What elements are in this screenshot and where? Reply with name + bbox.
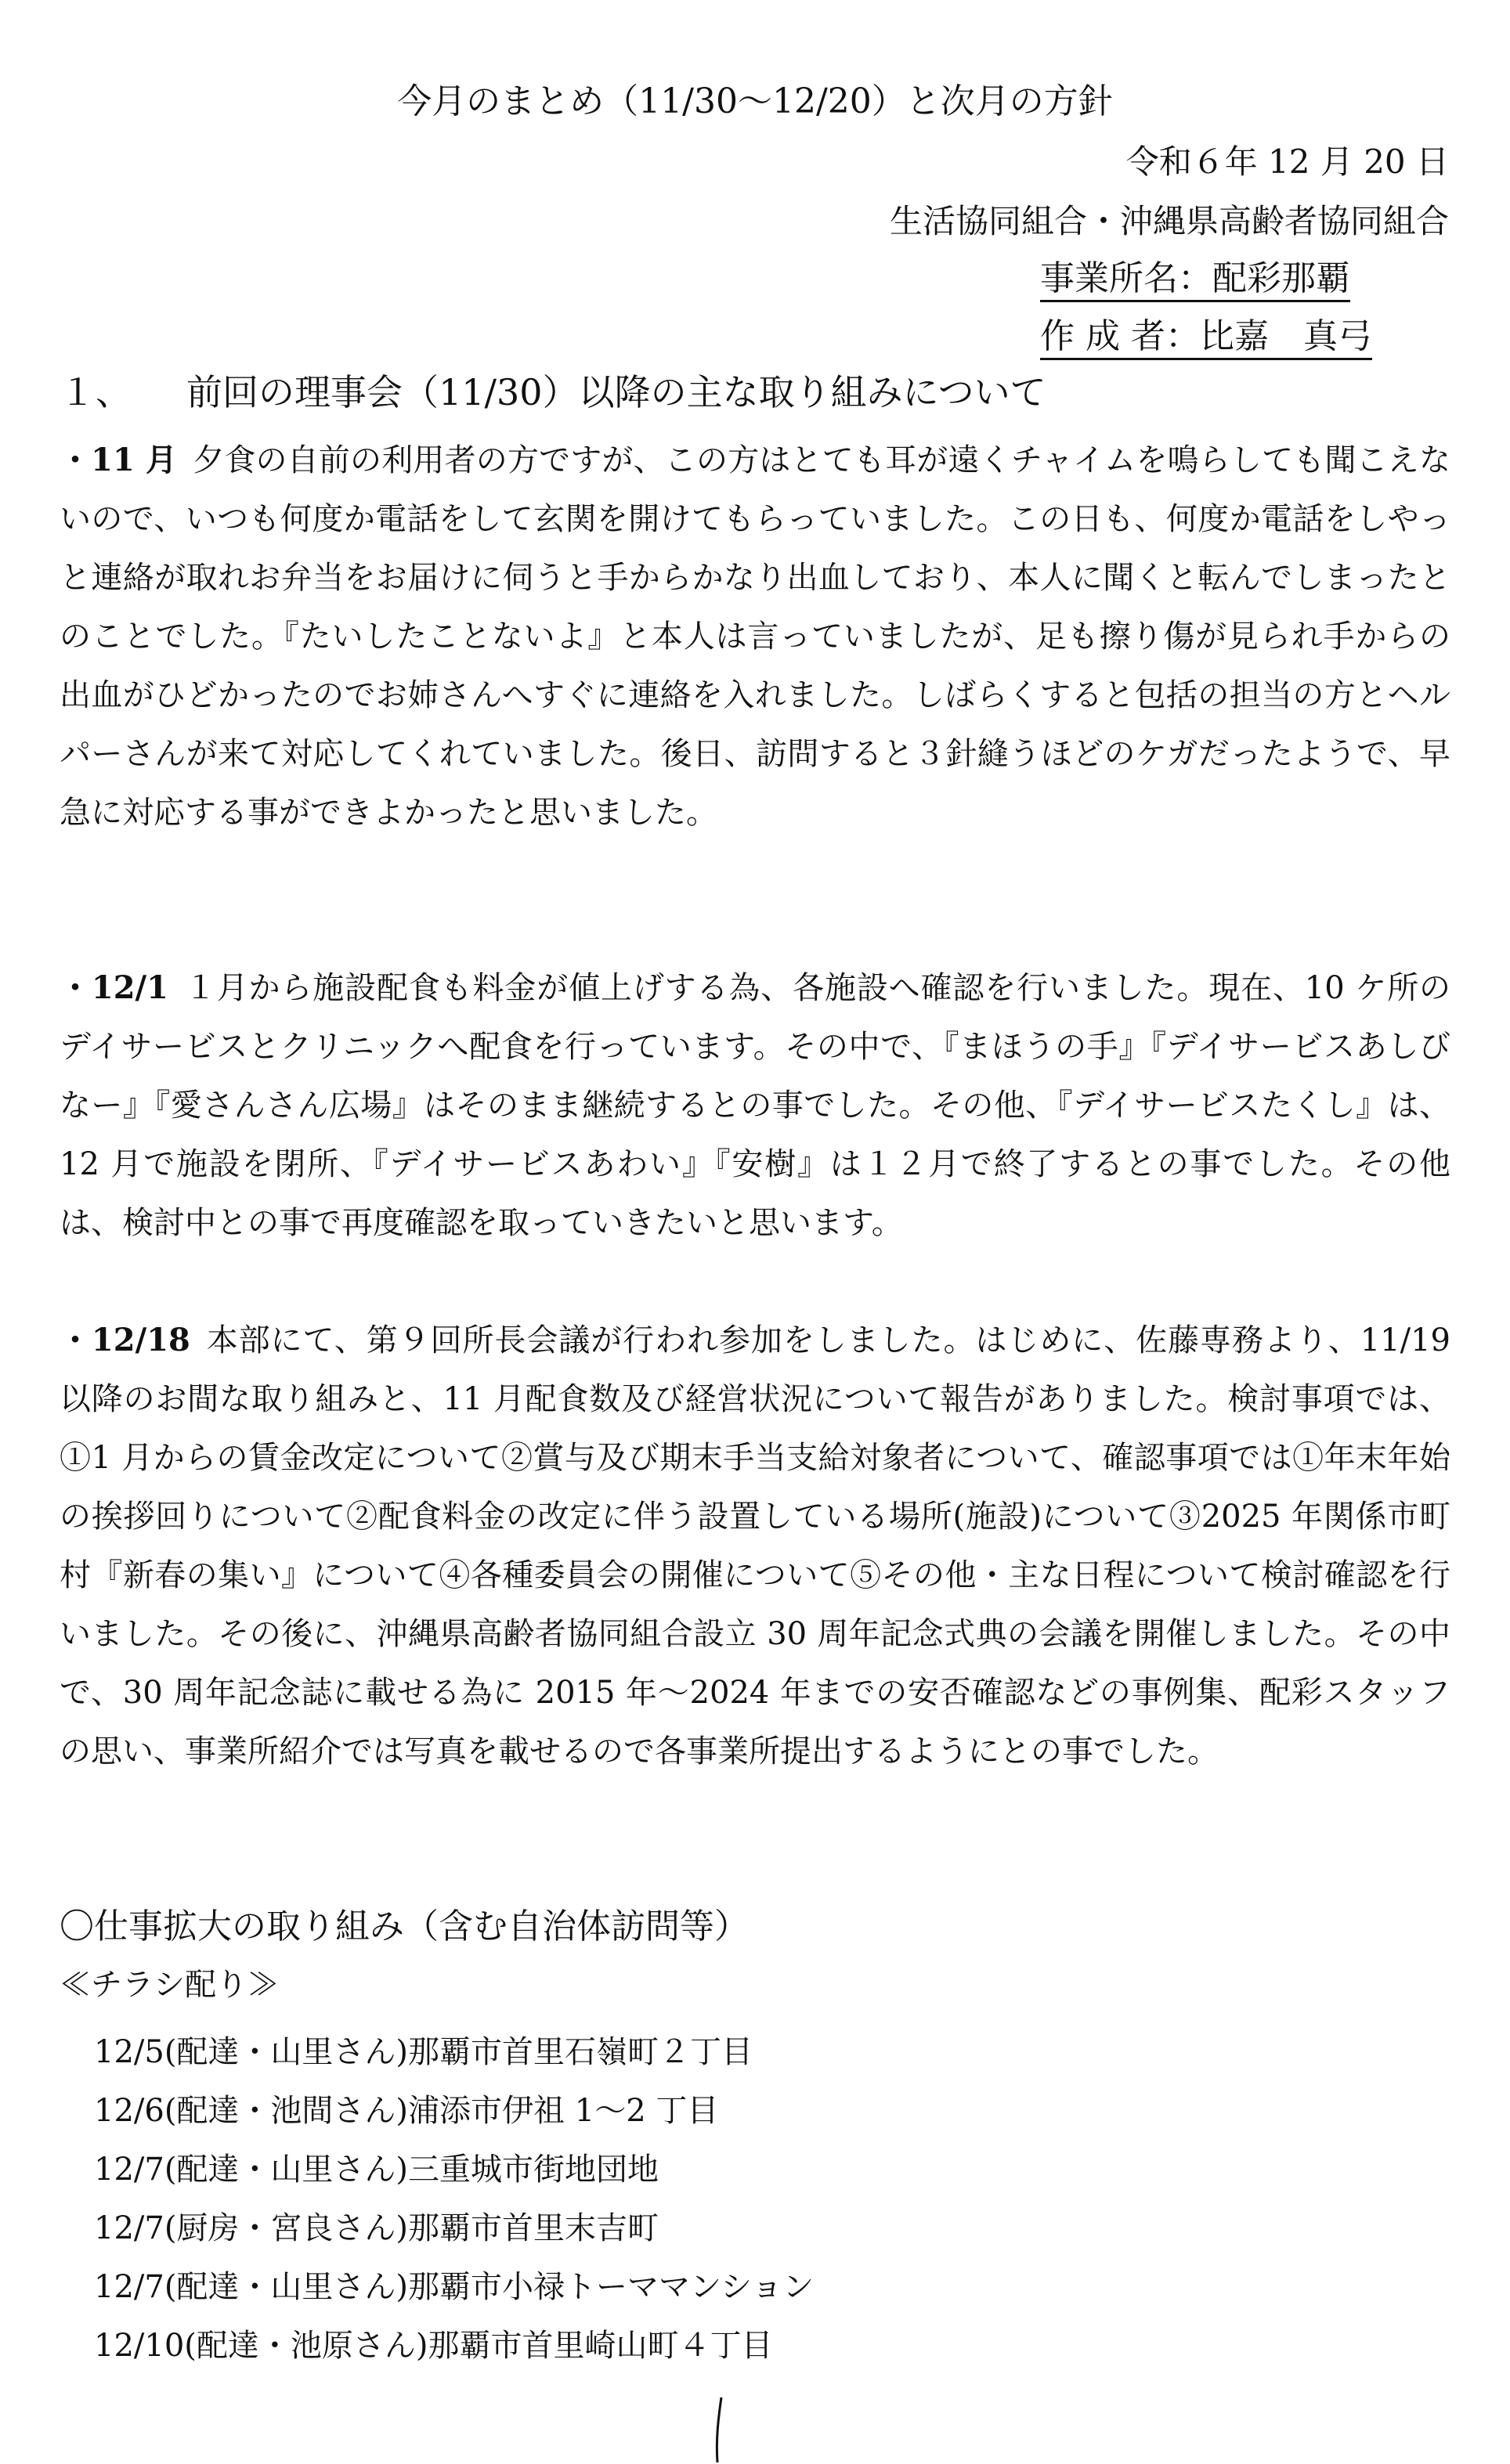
entry-date: ・11 月 [60, 442, 178, 478]
author-name-text: 作 成 者：比嘉 真弓 [1040, 316, 1372, 360]
list-item: 12/7(配達・山里さん)那覇市小禄トーママンション [94, 2269, 815, 2305]
entry-text: 本部にて、第９回所長会議が行われ参加をしました。はじめに、佐藤専務より、11/19 以降のお間な取り組みと、11 月配食数及び経営状況について報告がありました。検討事項では、①1 月からの賃金改定について②賞与及び期末手当支給対象者について、確認事項では①年末年始の挨拶回りについて②配食料金の改定に伴う設置している場所(施設)について③2025 年関係市町村『新春の集い』について④各種委員会の開催について⑤その他・主な日程について検討確認を行いました。その後に、沖縄県高齢者協同組合設立 30 周年記念式典の会議を開催しました。その中で、30 周年記念誌に載せる為に 2015 年〜2024 年までの安否確認などの事例集、配彩スタッフの思い、事業所紹介では写真を載せるので各事業所提出するようにとの事でした。 [60, 1322, 1450, 1770]
expansion-heading: 〇仕事拡大の取り組み（含む自治体訪問等） [60, 1907, 749, 1946]
list-item: 12/7(配達・山里さん)三重城市街地団地 [94, 2152, 659, 2188]
entry-text: 夕食の自前の利用者の方ですが、この方はとても耳が遠くチャイムを鳴らしても聞こえないので、いつも何度か電話をして玄関を開けてもらっていました。この日も、何度か電話をしやっと連絡が取れお弁当をお届けに伺うと手からかなり出血しており、本人に聞くと転んでしまったとのことでした。『たいしたことないよ』と本人は言っていましたが、足も擦り傷が見られ手からの出血がひどかったのでお姉さんへすぐに連絡を入れました。しばらくすると包括の担当の方とヘルパーさんが来て対応してくれていました。後日、訪問すると３針縫うほどのケガだったようで、早急に対応する事ができよかったと思いました。 [60, 442, 1450, 831]
list-item: 12/10(配達・池原さん)那覇市首里崎山町４丁目 [94, 2328, 773, 2364]
entry-text: １月から施設配食も料金が値上げする為、各施設へ確認を行いました。現在、10 ケ所のデイサービスとクリニックへ配食を行っています。その中で、『まほうの手』『デイサービスあしびなー』『愛さんさん広場』はそのまま継続するとの事でした。その他、『デイサービスたくし』は、12 月で施設を閉所、『デイサービスあわい』『安樹』は１２月で終了するとの事でした。その他は、検討中との事で再度確認を取っていきたいと思います。 [60, 970, 1450, 1241]
list-item: 12/7(厨房・宮良さん)那覇市首里末吉町 [94, 2210, 659, 2246]
section-1-heading [60, 368, 1046, 417]
flyer-list [94, 2023, 814, 2376]
section-1-number: １、 [60, 371, 132, 413]
section-1-title: 前回の理事会（11/30）以降の主な取り組みについて [186, 371, 1046, 413]
entry-november [60, 431, 1450, 842]
document-title: 今月のまとめ（11/30〜12/20）と次月の方針 [397, 81, 1113, 121]
author-name [1040, 313, 1372, 360]
document-date: 令和６年 12 月 20 日 [1125, 143, 1449, 181]
entry-12-18 [60, 1311, 1450, 1781]
entry-12-1 [60, 958, 1450, 1253]
flyer-label: ≪チラシ配り≫ [60, 1967, 279, 2003]
list-item: 12/6(配達・池間さん)浦添市伊祖 1〜2 丁目 [94, 2093, 719, 2129]
entry-date: ・12/1 [60, 969, 168, 1006]
organization-name: 生活協同組合・沖縄県高齢者協同組合 [889, 202, 1449, 240]
office-name-text: 事業所名：配彩那覇 [1040, 258, 1350, 302]
entry-date: ・12/18 [60, 1322, 190, 1358]
office-name [1040, 255, 1350, 302]
pen-mark [711, 2396, 727, 2464]
list-item: 12/5(配達・山里さん)那覇市首里石嶺町２丁目 [94, 2034, 753, 2070]
